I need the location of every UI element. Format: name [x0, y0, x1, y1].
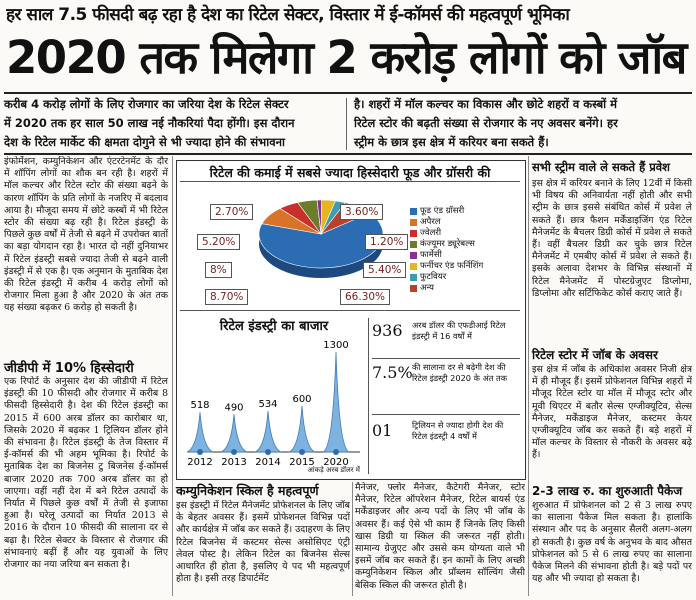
- pie-label-food: 66.30%: [340, 289, 390, 305]
- stat-value: 7.5%: [372, 363, 413, 382]
- col3-body3: शुरुआत में प्रोफेशनल को 2 से 3 लाख रुपए का सालाना पैकेज मिल सकता है। हालांकि संस्थान और पद के अनुसार सैलरी अलग-अलग हो सकती है। कुछ वर्ष के अनुभव के बाद औसत प्रोफेशनल को 5 से 6 लाख रुपए का सालाना पैकेज मिलने की संभावना होती है। बड़े पदों पर यह और भी ज्यादा हो सकता है।: [532, 500, 692, 585]
- stat-2: [372, 362, 522, 383]
- divider: [4, 92, 692, 94]
- stat-text: की सालाना दर से बढ़ेगी देश की रिटेल इंडस्ट्री 2020 के अंत तक: [412, 362, 507, 383]
- divider: [4, 153, 692, 155]
- bar-title: रिटेल इंडस्ट्री का बाजार: [219, 319, 329, 334]
- legend-swatch: [410, 285, 417, 292]
- lede-left: करीब 4 करोड़ लोगों के लिए रोजगार का जरिया देश के रिटेल सेक्टर में 2020 तक हर साल 50 लाख नई नौकरियां पैदा होंगी। इस दौरान देश के रिटेल मार्केट की क्षमता दोगुने से भी ज्यादा होने की संभावना: [4, 97, 295, 149]
- bottom-body-b: मैनेजर, फ्लोर मैनेजर, कैटेगरी मैनेजर, स्टोर मैनेजर, रिटेल ऑपरेशन मैनेजर, रिटेल बायर्स एंड मर्केंडाइजर और अन्य पदों के लिए भी जॉब के अवसर हैं। कई ऐसे भी काम हैं जिनके लिए किसी खास डिग्री या स्किल की जरूरत नहीं होती। सामान्य ग्रेजुएट और उससे कम योग्यता वाले भी इसमें जॉब कर सकते हैं। इन कामों के लिए अच्छी कम्युनिकेशन स्किल और प्रॉब्लम सॉल्विंग जैसी बेसिक स्किल की जरूरत होती है।: [355, 482, 525, 591]
- legend-swatch: [410, 219, 417, 226]
- bar-value-label: 518: [190, 400, 210, 412]
- bar-value-label: 1300: [323, 340, 349, 351]
- bar-value-label: 490: [224, 402, 244, 414]
- column-divider: [528, 156, 529, 596]
- legend-item: फुटवियर: [410, 272, 520, 283]
- legend-swatch: [410, 241, 417, 248]
- stat-3: [372, 420, 522, 441]
- col3-heading3: 2-3 लाख रु. का शुरुआती पैकेज: [532, 484, 683, 498]
- bar-category-label: 2020: [323, 457, 349, 468]
- legend-swatch: [410, 274, 417, 281]
- divider: [372, 358, 520, 359]
- bar-category-label: 2014: [255, 457, 281, 468]
- bar-base-dot: [265, 449, 271, 455]
- pie-label-durables: 5.20%: [197, 234, 240, 250]
- legend-swatch: [410, 208, 417, 215]
- legend-item: ज्वेलरी: [410, 228, 520, 239]
- stat-text: अरब डॉलर की एफडीआई रिटेल इंडस्ट्री में 16 वर्षों में: [412, 320, 506, 341]
- pie-title: रिटेल की कमाई में सबसे ज्यादा हिस्सेदारी फूड और ग्रॉसरी की: [209, 165, 491, 180]
- pie-label-pharmacy: 1.20%: [365, 234, 408, 250]
- stat-1: [372, 320, 522, 341]
- stat-text: ट्रिलियन से ज्यादा होगी देश की रिटेल इंडस्ट्री 4 वर्षों में: [412, 420, 504, 441]
- bar-mark: [289, 406, 315, 452]
- legend-item: अपैरल: [410, 217, 520, 228]
- pie-label-apparel: 8.70%: [205, 289, 248, 305]
- col3-heading2: रिटेल स्टोर में जॉब के अवसर: [532, 348, 658, 362]
- bar-mark: [255, 411, 281, 452]
- bar-base-dot: [197, 449, 203, 455]
- bottom-heading: कम्युनिकेशन स्किल है महत्वपूर्ण: [176, 483, 319, 498]
- bar-note: आंकड़े अरब डॉलर में: [307, 466, 360, 474]
- bar-base-dot: [333, 449, 339, 455]
- divider: [372, 414, 520, 415]
- col3-body1: इस क्षेत्र में करियर बनाने के लिए 12वीं में किसी भी विषय की अनिवार्यता नहीं होती और सभी स्ट्रीम के छात्र इससे संबंधित कोर्स में प्रवेश ले सकते हैं। छात्र फैशन मर्केंडाइजिंग एंड रिटेल मैनेजमेंट के बैचलर डिग्री कोर्स में प्रवेश ले सकते हैं। वहीं बैचलर डिग्री कर चुके छात्र रिटेल मैनेजमेंट में एमबीए कोर्स में प्रवेश ले सकते हैं। इसके अलावा देशभर के विभिन्न संस्थानों में रिटेल मैनेजमेंट में पोस्टग्रेजुएट डिप्लोमा, डिप्लोमा और सर्टिफिकेट कोर्स कराए जाते हैं।: [532, 178, 692, 299]
- pie-label-jewellery: 5.40%: [363, 262, 406, 278]
- kicker: हर साल 7.5 फीसदी बढ़ रहा है देश का रिटेल सेक्टर, विस्तार में ई-कॉमर्स की महत्वपूर्ण भूमिका: [6, 5, 570, 25]
- bar-category-label: 2012: [187, 457, 213, 468]
- bar-mark: [323, 352, 349, 452]
- bar-mark: [187, 412, 213, 452]
- stat-value: 01: [372, 421, 393, 440]
- stat-value: 936: [372, 321, 403, 340]
- col1-heading: जीडीपी में 10% हिस्सेदारी: [4, 361, 134, 376]
- bar-value-label: 600: [292, 393, 312, 405]
- headline: 2020 तक मिलेगा 2 करोड़ लोगों को जॉब: [6, 31, 686, 84]
- bar-mark: [221, 414, 247, 452]
- legend-swatch: [410, 230, 417, 237]
- pie-label-others: 8%: [205, 262, 232, 278]
- bar-base-dot: [299, 449, 305, 455]
- divider: [180, 310, 520, 311]
- lede-right: है। शहरों में मॉल कल्चर का विकास और छोटे शहरों व कस्बों में रिटेल स्टोर की बढ़ती संख्या से रोजगार के नए अवसर बनेंगे। हर स्ट्रीम के छात्र इस क्षेत्र में करियर बना सकते हैं।: [354, 97, 618, 149]
- column-divider: [352, 482, 353, 596]
- col1-intro: इंफोर्मेशन, कम्युनिकेशन और एंटरटेनमेंट के दौर में शॉपिंग लोगों का शौक बन रही है। शहरों में मॉल कल्चर और रिटेल स्टोर की संख्या बढ़ने के कारण शॉपिंग के प्रति लोगों के नजरिए में बदलाव आया है। मौजूदा समय में छोटे कस्बों में भी रिटेल स्टोर की संख्या बढ़ रही है। रिटेल इंडस्ट्री के पिछले कुछ वर्षों में तेजी से बढ़ने में उपरोक्त बातों का बड़ा योगदान रहा है। भारत दो नहीं दुनियाभर में रिटेल इंडस्ट्री सबसे ज्यादा तेजी से बढ़ने वाली इंडस्ट्री में से एक है। एक अनुमान के मुताबिक देश की रिटेल इंडस्ट्री में करीब 4 करोड़ लोगों को रोजगार मिला हुआ है और 2020 के अंत तक यह संख्या बढ़कर 6 करोड़ हो सकती है।: [4, 156, 168, 314]
- legend-item: फार्मेसी: [410, 250, 520, 261]
- legend-item: फूड एंड ग्रॉसरी: [410, 206, 520, 217]
- divider: [368, 318, 369, 474]
- col1-body: एक रिपोर्ट के अनुसार देश की जीडीपी में रिटेल इंडस्ट्री की 10 फीसदी और रोजगार में करीब 8 फीसदी हिस्सेदारी है। देश की रिटेल इंडस्ट्री का 2015 में 600 अरब डॉलर का कारोबार था, जिसके 2020 में बढ़कर 1 ट्रिलियन डॉलर होने की संभावना है। रिटेल इंडस्ट्री के तेज विस्तार में ई-कॉमर्स की भी अहम भूमिका है। रिपोर्ट के मुताबिक देश का बिजनेस टु बिजनेस ई-कॉमर्स बाजार 2020 तक 700 अरब डॉलर का हो जाएगा। वहीं नहीं देश में बने रिटेल उत्पादों के निर्यात में पिछले कुछ वर्षों में तेजी से इजाफा हुआ है। घरेलू उत्पादों का निर्यात 2013 से 2016 के दौरान 10 फीसदी की सालाना दर से बढ़ा है। रिटेल सेक्टर के विस्तार से रोजगार की संभावनाएं बढ़ीं हैं और यह युवाओं के लिए रोजगार का नया जरिया बन सकता है।: [4, 376, 168, 571]
- pie-label-footwear: 2.70%: [210, 204, 253, 220]
- legend-swatch: [410, 252, 417, 259]
- pie-label-furniture: 3.60%: [340, 204, 383, 220]
- bar-chart: [184, 334, 364, 474]
- bar-base-dot: [231, 449, 237, 455]
- bar-value-label: 534: [258, 398, 278, 410]
- legend-item: कंज्यूमर ड्यूरेबल्स: [410, 239, 520, 250]
- divider: [180, 181, 520, 182]
- bar-category-label: 2015: [289, 457, 315, 468]
- col3-heading1: सभी स्ट्रीम वाले ले सकते हैं प्रवेश: [532, 160, 670, 174]
- pie-legend: [410, 206, 520, 294]
- legend-item: फर्नीचर एंड फर्निशिंग: [410, 261, 520, 272]
- column-divider: [172, 156, 173, 596]
- bottom-body-a: इस इंडस्ट्री में रिटेल मैनेजमेंट प्रोफेशनल के लिए जॉब के बेहतर अवसर हैं। इसमें प्रोफेशनल विभिन्न पदों और कार्यक्षेत्र में जॉब कर सकते हैं। उदाहरण के लिए रिटेल बिजनेस में कस्टमर सेल्स असोसिएट एंट्री लेवल पोस्ट है। लेकिन रिटेल का बिजनेस सेल्स आधारित ही होता है, इसलिए ये पद भी महत्वपूर्ण होता है। इसी तरह डिपार्टमेंट: [176, 500, 350, 585]
- legend-item: अन्य: [410, 283, 520, 294]
- col3-body2: इस क्षेत्र में जॉब के अधिकांश अवसर निजी क्षेत्र में ही मौजूद हैं। इसमें प्रोफेशनल विभिन्न शहरों में मौजूद रिटेल स्टोर या मॉल में मौजूद स्टोर और मूवी थिएटर में बतौर सेल्स एग्जीक्यूटिव, सेल्स मैनेजर, मर्केंडाइज मैनेजर, कस्टमर केयर एग्जीक्यूटिव जॉब कर सकते हैं। बड़े शहरों में मॉल कल्चर के विस्तार से नौकरी के अवसर बढ़े हैं।: [532, 364, 692, 461]
- lede-divider: [346, 98, 347, 150]
- bar-category-label: 2013: [221, 457, 247, 468]
- legend-swatch: [410, 263, 417, 270]
